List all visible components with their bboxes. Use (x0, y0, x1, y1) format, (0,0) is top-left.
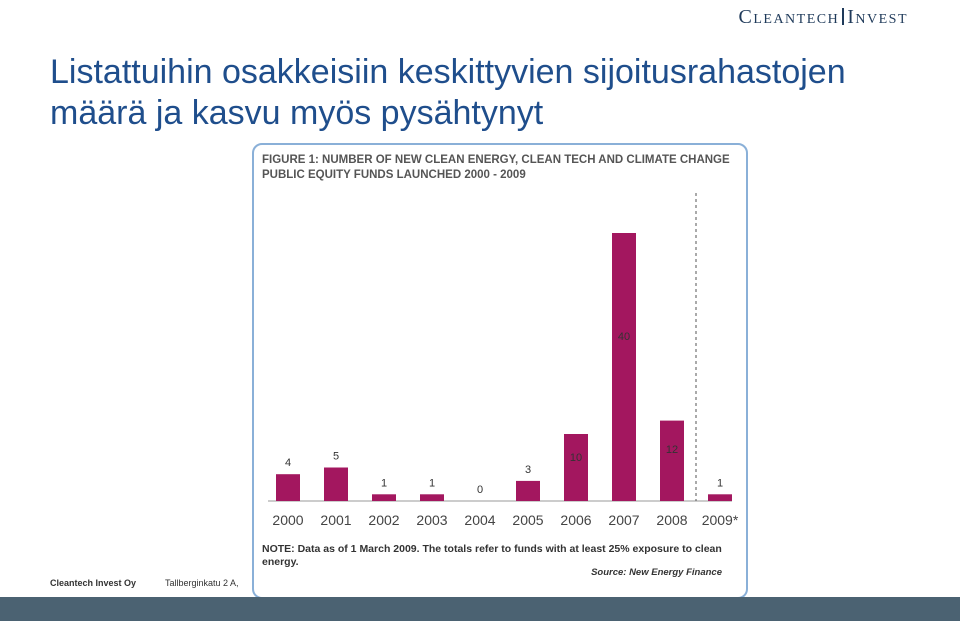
bar-2001 (324, 468, 348, 502)
bar-2007 (612, 233, 636, 501)
company-logo (739, 6, 909, 29)
figure-source: Source: New Energy Finance (591, 567, 722, 578)
value-label-2004: 0 (476, 484, 484, 496)
logo-separator (842, 8, 844, 25)
slide-title: Listattuihin osakkeisiin keskittyvien sijoitusrahastojen määrä ja kasvu myös pysähtynyt (50, 53, 846, 132)
value-label-2002: 1 (380, 477, 388, 490)
logo-word-cleantech: Cleantech (738, 6, 840, 28)
footer-bar (0, 597, 960, 621)
tick-label-2004: 2004 (464, 512, 496, 528)
bar-2005 (516, 481, 540, 501)
value-label-2009-star: 1 (716, 477, 724, 490)
figure-title: FIGURE 1: NUMBER OF NEW CLEAN ENERGY, CLEAN TECH AND CLIMATE CHANGE PUBLIC EQUITY FUNDS LAUNCHED 2000 - 2009 (262, 154, 730, 181)
bar-chart (254, 145, 746, 545)
figure-frame (252, 143, 748, 599)
bar-2002 (372, 494, 396, 501)
tick-label-2009-star: 2009* (701, 512, 739, 528)
tick-label-2000: 2000 (272, 512, 304, 528)
tick-label-2002: 2002 (368, 512, 400, 528)
bar-2003 (420, 494, 444, 501)
logo-word-invest: Invest (847, 6, 908, 28)
value-label-2008: 12 (665, 443, 679, 456)
tick-label-2006: 2006 (560, 512, 592, 528)
tick-label-2007: 2007 (608, 512, 640, 528)
value-label-2006: 10 (569, 451, 583, 464)
bar-2008 (660, 421, 684, 501)
figure-note: NOTE: Data as of 1 March 2009. The totals refer to funds with at least 25% exposure to clean energy. (262, 543, 722, 568)
tick-label-2003: 2003 (416, 512, 448, 528)
value-label-2001: 5 (332, 450, 340, 463)
value-label-2003: 1 (428, 477, 436, 490)
tick-label-2008: 2008 (656, 512, 688, 528)
bar-2006 (564, 434, 588, 501)
value-label-2005: 3 (524, 463, 532, 476)
tick-label-2005: 2005 (512, 512, 544, 528)
value-label-2007: 40 (617, 331, 631, 344)
bar-2009-star (708, 494, 732, 501)
bar-2000 (276, 474, 300, 501)
footer-address: Tallberginkatu 2 A, (165, 578, 239, 588)
footer-company: Cleantech Invest Oy (50, 578, 137, 588)
value-label-2000: 4 (284, 457, 292, 470)
tick-label-2001: 2001 (320, 512, 352, 528)
